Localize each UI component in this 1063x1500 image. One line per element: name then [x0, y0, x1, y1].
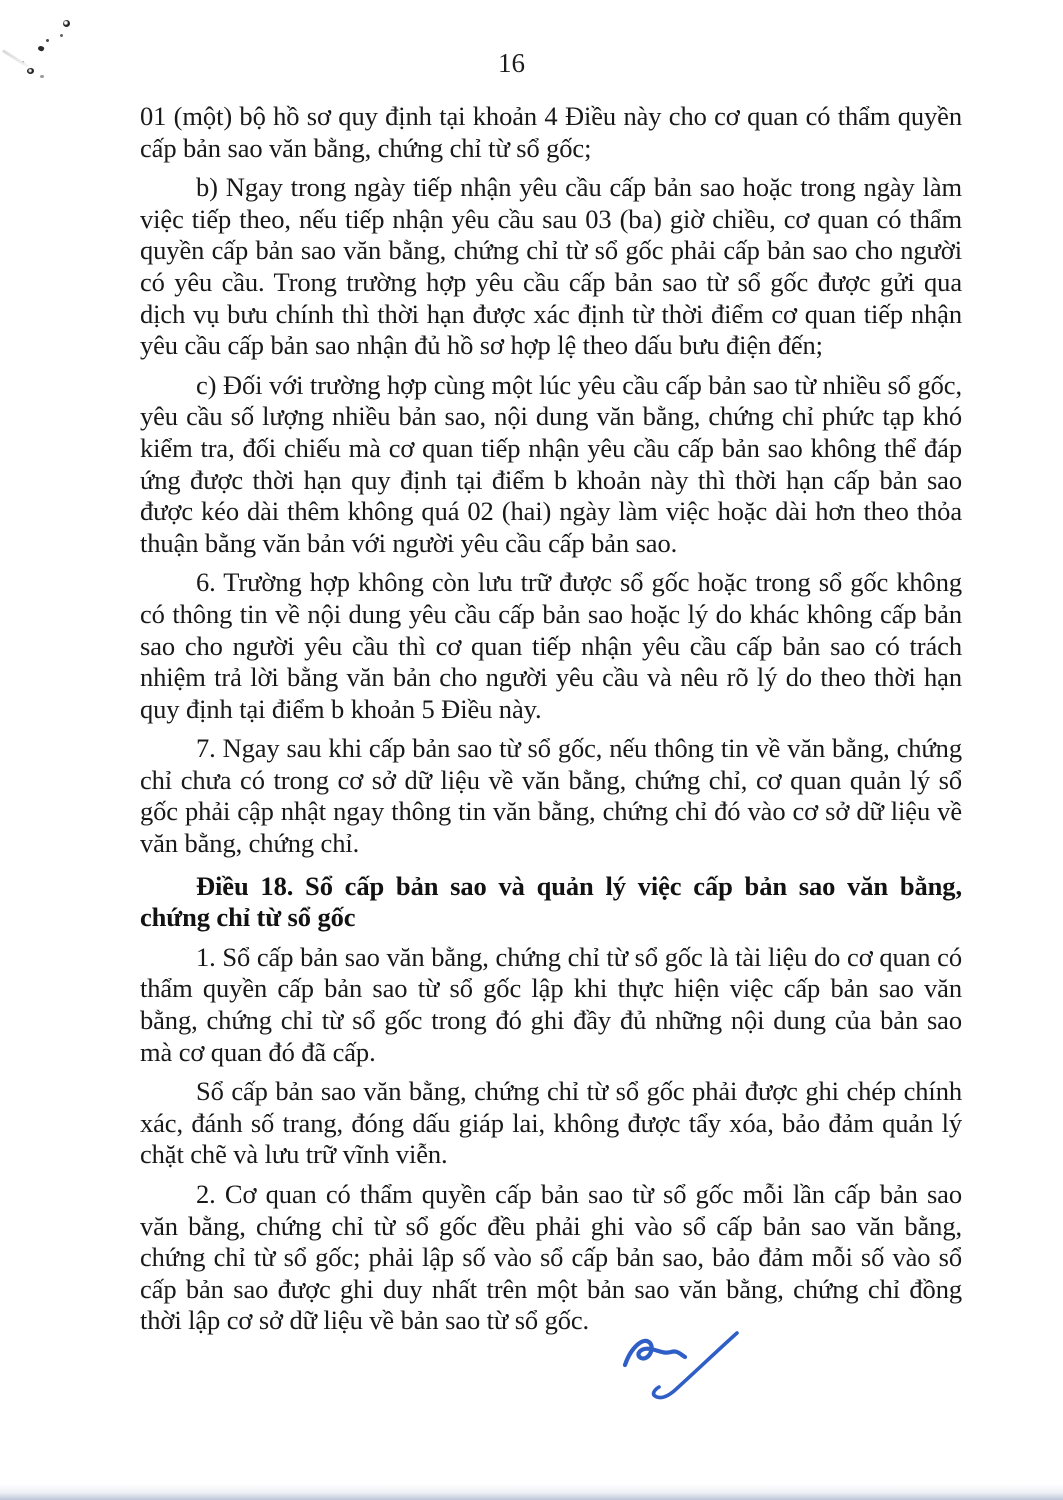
ink-speck	[63, 20, 70, 27]
signature-slash-stroke	[654, 1333, 737, 1398]
signature-ink	[598, 1320, 768, 1408]
paragraph-clause-7: 7. Ngay sau khi cấp bản sao từ sổ gốc, nếu thông tin về văn bằng, chứng chỉ chưa có trong cơ sở dữ liệu về văn bằng, chứng chỉ, cơ quan quản lý sổ gốc phải cập nhật ngay thông tin văn bằng, chứng chỉ đó vào cơ sở dữ liệu về văn bằng, chứng chỉ.	[140, 733, 962, 859]
paragraph-clause-1-part2: Sổ cấp bản sao văn bằng, chứng chỉ từ sổ gốc phải được ghi chép chính xác, đánh số trang, đóng dấu giáp lai, không được tẩy xóa, bảo đảm quản lý chặt chẽ và lưu trữ vĩnh viễn.	[140, 1076, 962, 1170]
scan-streak	[2, 49, 32, 70]
ink-speck	[60, 34, 63, 37]
document-body	[140, 101, 962, 1345]
signature-paraph-stroke	[625, 1341, 685, 1365]
page-number: 16	[498, 48, 525, 78]
scan-edge-artifact	[0, 1484, 1063, 1500]
article-18-heading: Điều 18. Sổ cấp bản sao và quản lý việc cấp bản sao văn bằng, chứng chỉ từ sổ gốc	[140, 870, 962, 933]
ink-speck	[46, 39, 49, 42]
ink-specks	[0, 0, 220, 120]
ink-speck	[40, 75, 44, 78]
paragraph-clause-1: 1. Sổ cấp bản sao văn bằng, chứng chỉ từ sổ gốc là tài liệu do cơ quan có thẩm quyền cấp bản sao từ sổ gốc lập khi thực hiện việc cấp bản sao văn bằng, chứng chỉ từ sổ gốc trong đó ghi đầy đủ những nội dung của bản sao mà cơ quan đó đã cấp.	[140, 941, 962, 1067]
paragraph-clause-6: 6. Trường hợp không còn lưu trữ được sổ gốc hoặc trong sổ gốc không có thông tin về nội dung yêu cầu cấp bản sao hoặc lý do khác không cấp bản sao cho người yêu cầu thì cơ quan tiếp nhận yêu cầu cấp bản sao có trách nhiệm trả lời bằng văn bản cho người yêu cầu và nêu rõ lý do theo thời hạn quy định tại điểm b khoản 5 Điều này.	[140, 567, 962, 724]
ink-speck	[37, 45, 45, 52]
paragraph-clause-2: 2. Cơ quan có thẩm quyền cấp bản sao từ sổ gốc mỗi lần cấp bản sao văn bằng, chứng chỉ từ sổ gốc đều phải ghi vào sổ cấp bản sao văn bằng, chứng chỉ từ sổ gốc; phải lập số vào sổ cấp bản sao, bảo đảm mỗi số vào sổ cấp bản sao được ghi duy nhất trên một bản sao văn bằng, chứng chỉ đồng thời lập cơ sở dữ liệu về bản sao từ sổ gốc.	[140, 1179, 962, 1336]
paragraph-point-b: b) Ngay trong ngày tiếp nhận yêu cầu cấp bản sao hoặc trong ngày làm việc tiếp theo, nếu tiếp nhận yêu cầu sau 03 (ba) giờ chiều, cơ quan có thẩm quyền cấp bản sao văn bằng, chứng chỉ từ sổ gốc phải cấp bản sao cho người có yêu cầu. Trong trường hợp yêu cầu cấp bản sao từ sổ gốc được gửi qua dịch vụ bưu chính thì thời hạn được xác định từ thời điểm cơ quan tiếp nhận yêu cầu cấp bản sao nhận đủ hồ sơ hợp lệ theo dấu bưu điện đến;	[140, 172, 962, 361]
paragraph-continuation: 01 (một) bộ hồ sơ quy định tại khoản 4 Điều này cho cơ quan có thẩm quyền cấp bản sao văn bằng, chứng chỉ từ sổ gốc;	[140, 101, 962, 163]
paragraph-point-c: c) Đối với trường hợp cùng một lúc yêu cầu cấp bản sao từ nhiều sổ gốc, yêu cầu số lượng nhiều bản sao, nội dung văn bằng, chứng chỉ phức tạp khó kiểm tra, đối chiếu mà cơ quan tiếp nhận yêu cầu cấp bản sao không thể đáp ứng được thời hạn quy định tại điểm b khoản này thì thời hạn cấp bản sao được kéo dài thêm không quá 02 (hai) ngày làm việc hoặc dài hơn theo thỏa thuận bằng văn bản với người yêu cầu cấp bản sao.	[140, 369, 962, 558]
